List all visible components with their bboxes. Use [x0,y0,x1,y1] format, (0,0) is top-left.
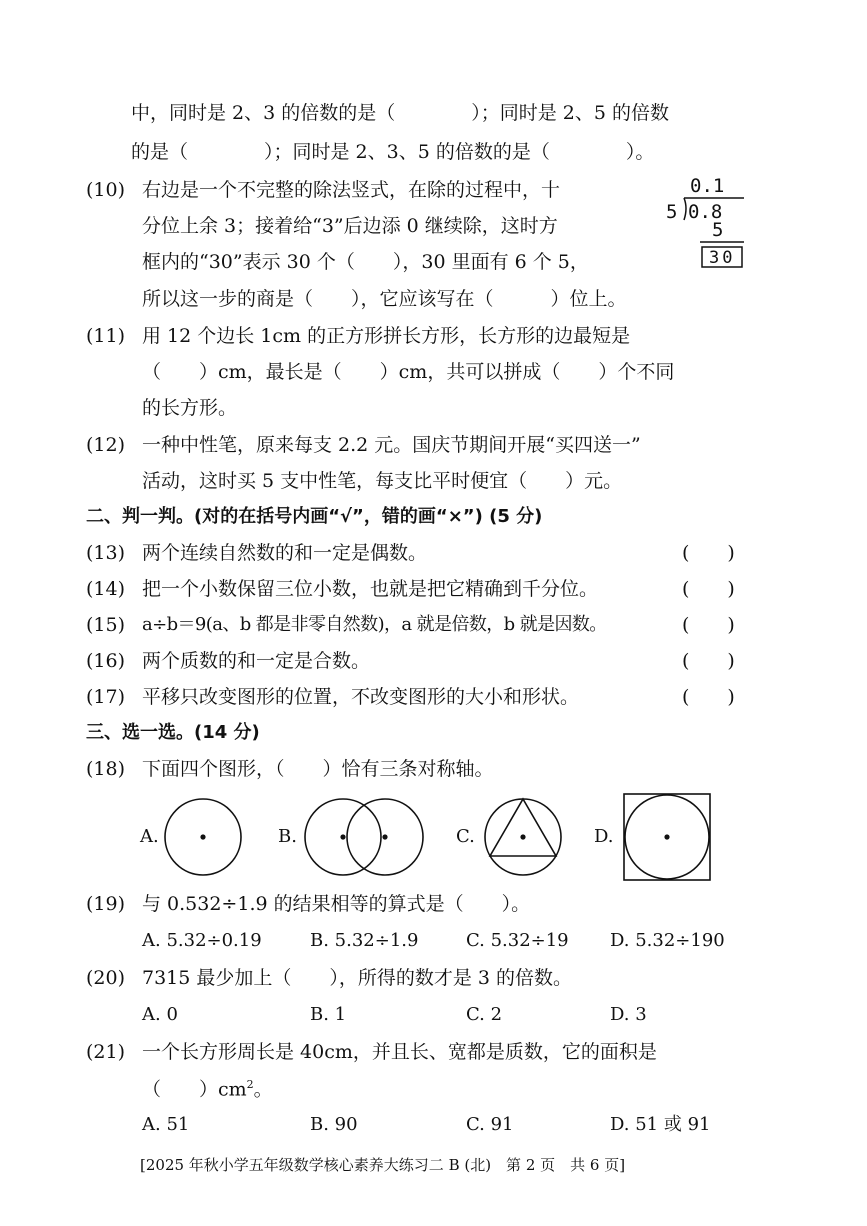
q19-number: (19) [86,893,126,915]
section-3-title: 三、选一选。(14 分) [86,722,260,743]
figure-d-square-circle [623,793,711,881]
judge-item-17-text: 平移只改变图形的位置，不改变图形的大小和形状。 [142,686,580,708]
q9-line1: 中，同时是 2、3 的倍数的是（ ）；同时是 2、5 的倍数 [131,102,670,124]
figure-b-two-circles [303,797,425,877]
judge-item-14-number: (14) [86,578,126,600]
judge-item-16-answer-paren[interactable]: ( ) [682,650,735,672]
q20-text: 7315 最少加上（ ），所得的数才是 3 的倍数。 [142,967,573,989]
q19-option-d[interactable]: D. 5.32÷190 [610,930,725,951]
q19-option-c[interactable]: C. 5.32÷19 [466,930,569,951]
judge-item-16-number: (16) [86,650,126,672]
q18-number: (18) [86,758,126,780]
q10-line2: 分位上余 3；接着给“3”后边添 0 继续除，这时方 [142,215,558,237]
q19-text: 与 0.532÷1.9 的结果相等的算式是（ ）。 [142,893,531,915]
q12-number: (12) [86,434,126,456]
judge-item-17-answer-paren[interactable]: ( ) [682,686,735,708]
q10-line1: 右边是一个不完整的除法竖式，在除的过程中，十 [142,179,561,201]
figure-b-label[interactable]: B. [278,826,297,847]
judge-item-15-answer-paren[interactable]: ( ) [682,614,735,636]
q12-line2: 活动，这时买 5 支中性笔，每支比平时便宜（ ）元。 [142,470,623,492]
q21-line1: 一个长方形周长是 40cm，并且长、宽都是质数，它的面积是 [142,1041,657,1063]
q10-line4: 所以这一步的商是（ ），它应该写在（ ）位上。 [142,288,627,310]
q21-number: (21) [86,1041,126,1063]
q19-option-a[interactable]: A. 5.32÷0.19 [142,930,262,951]
figure-c-label[interactable]: C. [456,826,475,847]
judge-item-15-number: (15) [86,614,126,636]
q21-option-d[interactable]: D. 51 或 91 [610,1114,711,1135]
division-product: 5 [712,219,724,241]
q11-line2: （ ）cm，最长是（ ）cm，共可以拼成（ ）个不同 [142,361,675,383]
q20-option-a[interactable]: A. 0 [142,1004,178,1025]
figure-d-label[interactable]: D. [594,826,614,847]
division-divisor: 5 [666,201,678,223]
q20-option-b[interactable]: B. 1 [310,1004,347,1025]
division-quotient: 0.1 [690,175,725,197]
q20-option-d[interactable]: D. 3 [610,1004,647,1025]
q11-number: (11) [86,325,126,347]
q12-line1: 一种中性笔，原来每支 2.2 元。国庆节期间开展“买四送一” [142,434,641,456]
q21-line2 [142,1079,273,1099]
page-footer: [2025 年秋小学五年级数学核心素养大练习二 B (北) 第 2 页 共 6 页] [140,1156,626,1174]
q21-option-c[interactable]: C. 91 [466,1114,514,1135]
judge-item-15-text: a÷b＝9(a、b 都是非零自然数)，a 就是倍数，b 就是因数。 [142,614,607,635]
q9-line2: 的是（ ）；同时是 2、3、5 的倍数的是（ ）。 [131,141,655,163]
figure-c-circle-triangle [483,797,563,877]
judge-item-14-text: 把一个小数保留三位小数，也就是把它精确到千分位。 [142,578,599,600]
judge-item-13-text: 两个连续自然数的和一定是偶数。 [142,542,428,564]
q20-number: (20) [86,967,126,989]
q11-line3: 的长方形。 [142,397,238,419]
judge-item-13-number: (13) [86,542,126,564]
q18-text: 下面四个图形，（ ）恰有三条对称轴。 [142,758,494,780]
q21-unit-exponent: 2 [246,1078,254,1091]
q11-line1: 用 12 个边长 1cm 的正方形拼长方形，长方形的边最短是 [142,325,631,347]
figure-a-label[interactable]: A. [140,826,159,847]
division-remainder: 30 [709,248,736,268]
judge-item-14-answer-paren[interactable]: ( ) [682,578,735,600]
figure-a-circle [163,797,243,877]
long-division-figure [660,172,750,272]
q21-option-b[interactable]: B. 90 [310,1114,358,1135]
q10-line3: 框内的“30”表示 30 个（ ），30 里面有 6 个 5， [142,251,589,273]
judge-item-16-text: 两个质数的和一定是合数。 [142,650,371,672]
q19-option-b[interactable]: B. 5.32÷1.9 [310,930,419,951]
q10-number: (10) [86,179,126,201]
division-dividend: 0.8 [688,201,723,223]
q20-option-c[interactable]: C. 2 [466,1004,503,1025]
q21-option-a[interactable]: A. 51 [142,1114,190,1135]
judge-item-13-answer-paren[interactable]: ( ) [682,542,735,564]
judge-item-17-number: (17) [86,686,126,708]
q21-line2-text: （ ）cm [142,1078,247,1101]
section-2-title: 二、判一判。(对的在括号内画“√”，错的画“×”) (5 分) [86,506,543,527]
q21-line2-end: 。 [253,1078,273,1101]
